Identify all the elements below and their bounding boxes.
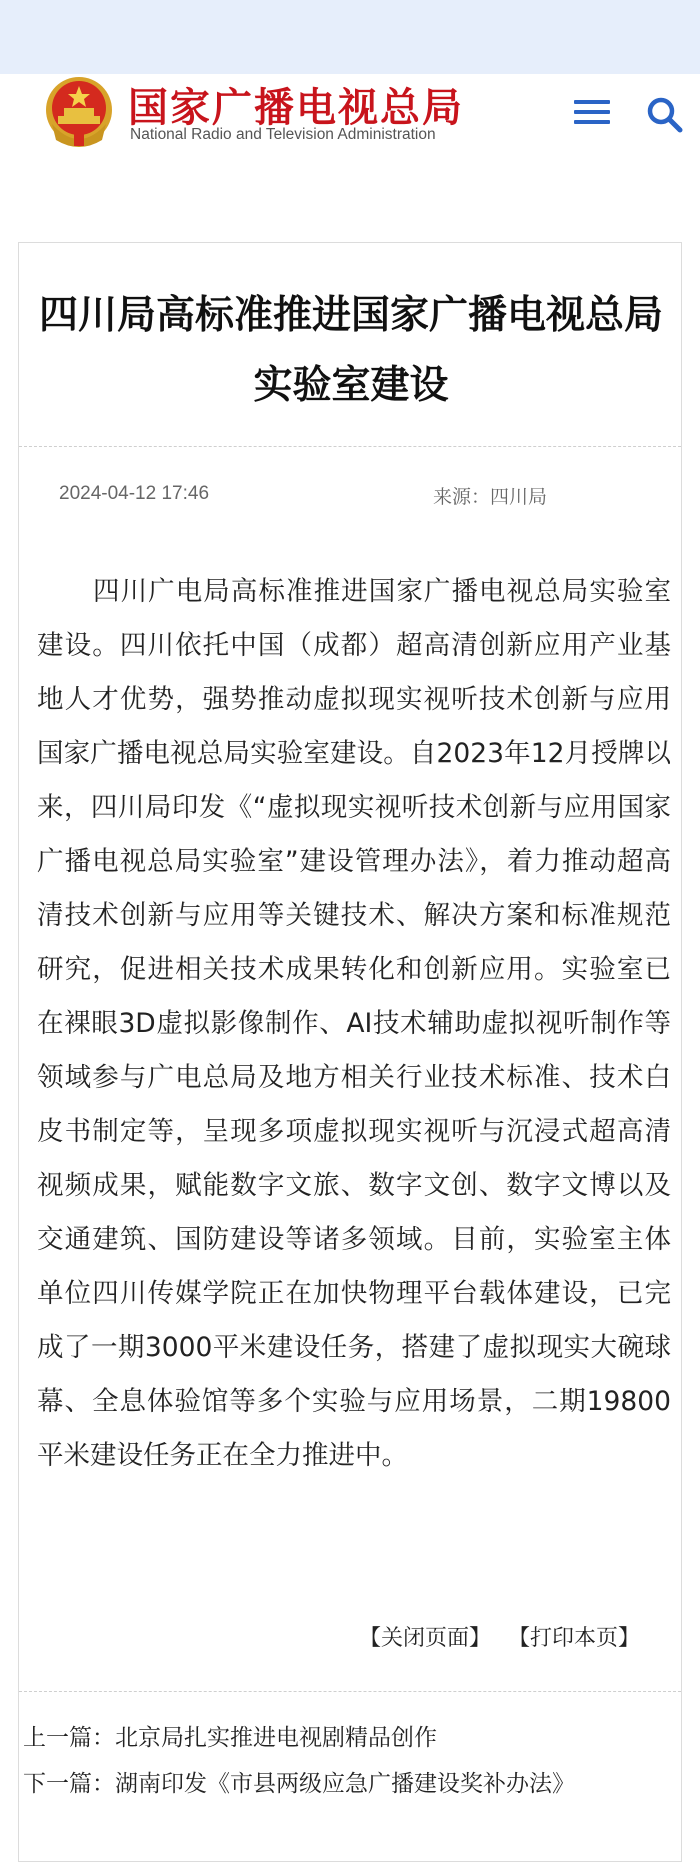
title-divider bbox=[19, 446, 681, 447]
article-body: 四川广电局高标准推进国家广播电视总局实验室建设。四川依托中国（成都）超高清创新应用产业基地人才优势，强势推动虚拟现实视听技术创新与应用国家广播电视总局实验室建设。自2023年12月授牌以来，四川局印发《“虚拟现实视听技术创新与应用国家广播电视总局实验室”建设管理办法》，着力推动超高清技术创新与应用等关键技术、解决方案和标准规范研究，促进相关技术成果转化和创新应用。实验室已在裸眼3D虚拟影像制作、AI技术辅助虚拟视听制作等领域参与广电总局及地方相关行业技术标准、技术白皮书制定等，呈现多项虚拟现实视听与沉浸式超高清视频成果，赋能数字文旅、数字文创、数字文博以及交通建筑、国防建设等诸多领域。目前，实验室主体单位四川传媒学院正在加快物理平台载体建设，已完成了一期3000平米建设任务，搭建了虚拟现实大碗球幕、全息体验馆等多个实验与应用场景，二期19800平米建设任务正在全力推进中。 bbox=[37, 576, 671, 1471]
menu-icon[interactable] bbox=[574, 100, 610, 130]
article-title: 四川局高标准推进国家广播电视总局实验室建设 bbox=[39, 293, 664, 408]
footer-divider bbox=[19, 1691, 681, 1692]
article-card bbox=[18, 242, 682, 1862]
next-article-link[interactable]: 湖南印发《市县两级应急广播建设奖补办法》 bbox=[115, 1771, 575, 1797]
site-header bbox=[0, 74, 700, 164]
prev-article-link[interactable]: 北京局扎实推进电视剧精品创作 bbox=[115, 1725, 437, 1751]
publish-date: 2024-04-12 17:46 bbox=[59, 483, 210, 504]
next-article-label: 下一篇： bbox=[23, 1771, 115, 1797]
close-page-button[interactable]: 【关闭页面】 bbox=[359, 1626, 492, 1651]
brand-name-en: National Radio and Television Administration bbox=[130, 126, 436, 143]
page-actions bbox=[349, 1621, 640, 1652]
next-article bbox=[23, 1765, 575, 1798]
print-page-button[interactable]: 【打印本页】 bbox=[508, 1626, 641, 1651]
brand-name-cn[interactable]: 国家广播电视总局 bbox=[128, 85, 464, 131]
status-bar bbox=[0, 0, 700, 74]
prev-article-label: 上一篇： bbox=[23, 1725, 115, 1751]
national-emblem-icon[interactable] bbox=[44, 74, 114, 148]
article-source: 来源：四川局 bbox=[433, 486, 548, 508]
search-icon[interactable] bbox=[644, 94, 684, 134]
prev-article bbox=[23, 1719, 437, 1752]
